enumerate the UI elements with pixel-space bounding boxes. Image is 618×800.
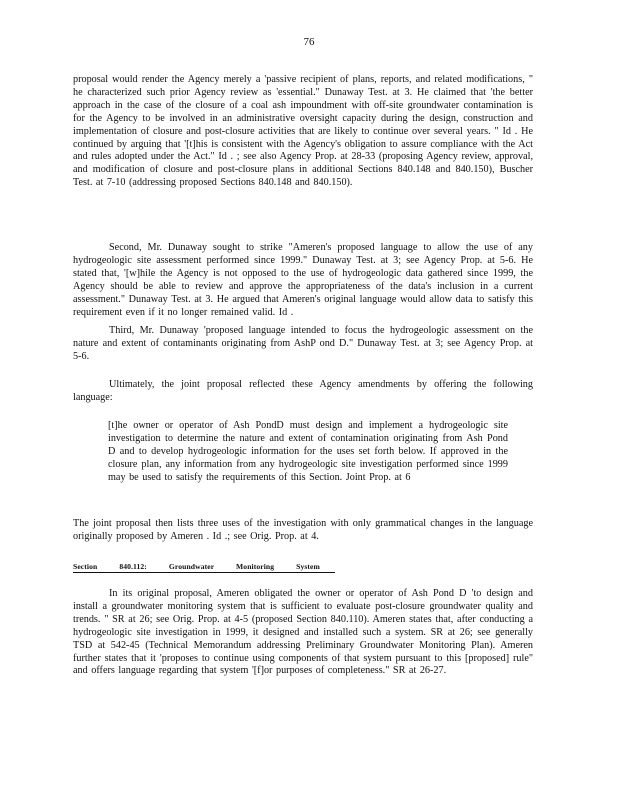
paragraph-groundwater-monitoring: In its original proposal, Ameren obligated the owner or operator of Ash Pond D 'to design and install a groundwater monitoring system that is sufficient to evaluate post-closure groundwater quality and trends. " SR at 26; see Orig. Prop. at 4-5 (proposed Section 840.110). Ameren states that, after conducting a hydrogeologic site investigation in 1999, it designed and installed such a system. SR at 26; see generally TSD at 542-45 (Technical Memorandum addressing Preliminary Groundwater Monitoring Plan). Ameren further states that it 'proposes to continue using components of that system pursuant to this [proposed] rule" and offers language regarding that system '[f]or purposes of completeness." SR at 26-27. (73, 588, 533, 677)
paragraph-agency-oversight: proposal would render the Agency merely a 'passive recipient of plans, reports, and related modifications, " he characterized such prior Agency review as 'essential." Dunaway Test. at 3. He claimed that 'the better approach in the case of the closure of a coal ash impoundment with off-site groundwater contamination is for the Agency to be involved in an administrative oversight capacity during the design, construction and implementation of closure and post-closure activities that are likely to continue over several years. " Id . He continued by arguing that '[t]his is consistent with the Agency's obligation to assure compliance with the Act and rules adopted under the Act." Id . ; see also Agency Prop. at 28-33 (proposing Agency review, approval, and modification of closure and post-closure plans in additional Sections 840.148 and 840.150), Buscher Test. at 7-10 (addressing proposed Sections 840.148 and 840.150). (73, 74, 533, 189)
paragraph-third-contaminants: Third, Mr. Dunaway 'proposed language intended to focus the hydrogeologic assessment on the nature and extent of contaminants originating from AshP ond D." Dunaway Test. at 3; see Agency Prop. at 5-6. (73, 325, 533, 362)
block-quote-joint-proposal: [t]he owner or operator of Ash PondD must design and implement a hydrogeologic site investigation to determine the nature and extent of contamination originating from Ash Pond D and to develop hydrogeologic information for the uses set forth below. If approved in the closure plan, any information from any hydrogeologic site investigation performed since 1999 may be used to satisfy the requirements of this Section. Joint Prop. at 6 (108, 420, 508, 483)
page-number: 76 (303, 36, 315, 48)
paragraph-second-hydrogeologic-data: Second, Mr. Dunaway sought to strike "Ameren's proposed language to allow the use of any hydrogeologic site assessment performed since 1999." Dunaway Test. at 3; see Agency Prop. at 5-6. He stated that, '[w]hile the Agency is not opposed to the use of hydrogeologic data gathered since 1999, the Agency should be able to review and approve the appropriateness of the data's inclusion in a current assessment." Dunaway Test. at 3. He argued that Ameren's original language would allow data to satisfy this requirement even if it no longer remained valid. Id . (73, 242, 533, 318)
paragraph-three-uses: The joint proposal then lists three uses of the investigation with only grammatical changes in the language originally proposed by Ameren . Id .; see Orig. Prop. at 4. (73, 518, 533, 542)
paragraph-ultimately-joint-proposal: Ultimately, the joint proposal reflected these Agency amendments by offering the following language: (73, 379, 533, 403)
section-heading-840-112: Section 840.112: Groundwater Monitoring System (73, 562, 335, 573)
